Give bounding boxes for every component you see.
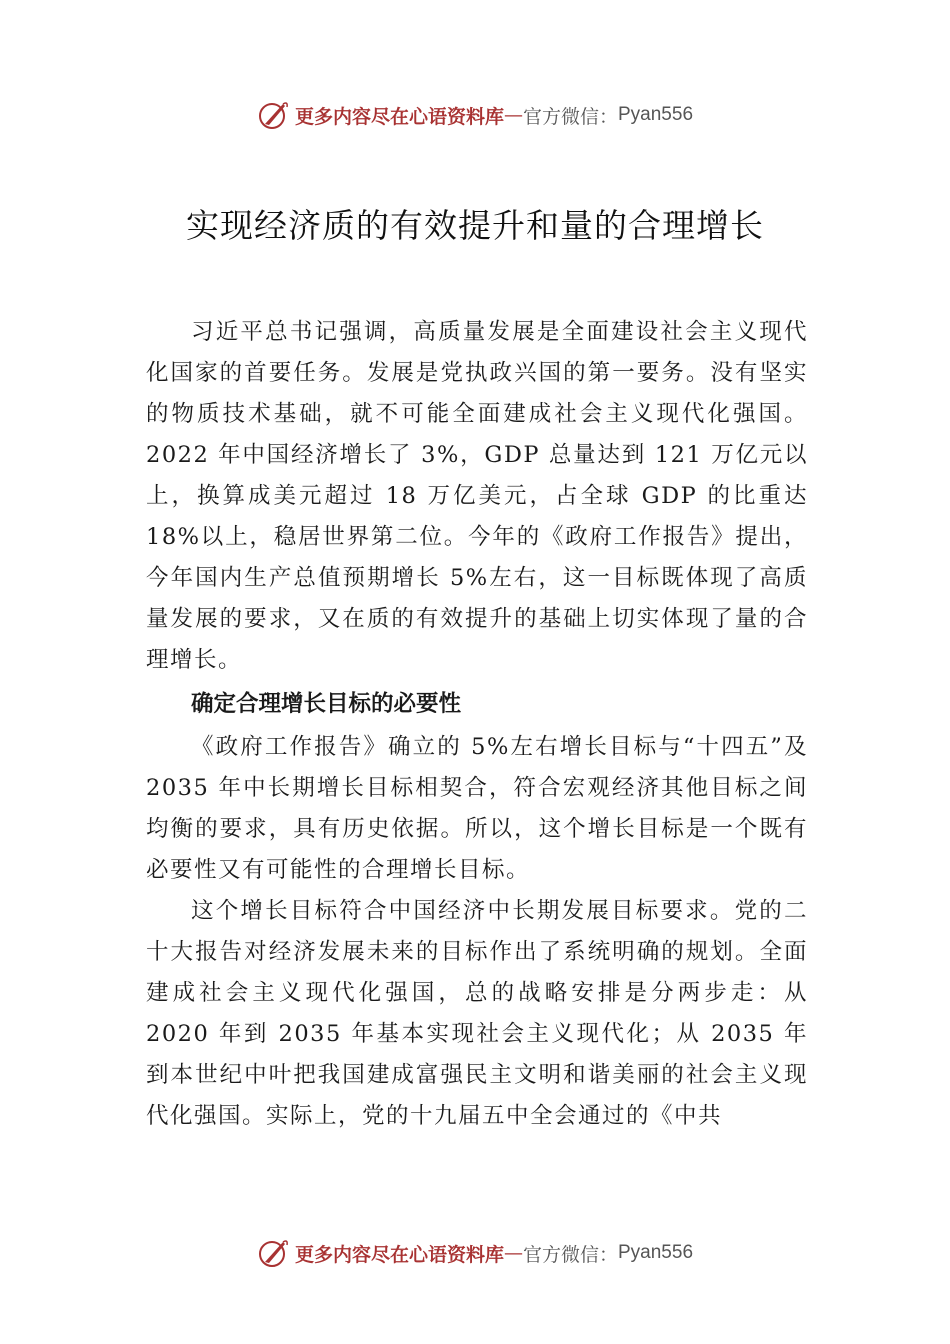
page-title: 实现经济质的有效提升和量的合理增长 bbox=[186, 206, 764, 245]
header-banner bbox=[0, 95, 950, 135]
banner-wechat-id: Pyan556 bbox=[618, 1242, 694, 1263]
banner-wechat-label: 官方微信： bbox=[522, 1243, 618, 1266]
section-paragraph: 这个增长目标符合中国经济中长期发展目标要求。党的二十大报告对经济发展未来的目标作出了系统明确的规划。全面建成社会主义现代化强国，总的战略安排是分两步走：从 2020 年到 2035 年基本实现社会主义现代化；从 2035 年到本世纪中叶把我国建成富强民主文明和谐美丽的社会主义现代化强国。实际上，党的十九届五中全会通过的《中共 bbox=[146, 898, 808, 1129]
quill-logo-icon bbox=[257, 1236, 291, 1270]
banner-main-text: 更多内容尽在心语资料库 bbox=[294, 1243, 504, 1266]
section-paragraph: 《政府工作报告》确立的 5%左右增长目标与“十四五”及 2035 年中长期增长目标相契合，符合宏观经济其他目标之间均衡的要求，具有历史依据。所以，这个增长目标是一个既有必要性又有可能性的合理增长目标。 bbox=[146, 734, 808, 883]
section-heading: 确定合理增长目标的必要性 bbox=[191, 691, 462, 717]
banner-wechat-label: 官方微信： bbox=[522, 105, 618, 128]
banner-dash: — bbox=[503, 1242, 523, 1264]
quill-logo-icon bbox=[257, 98, 291, 132]
intro-paragraph: 习近平总书记强调，高质量发展是全面建设社会主义现代化国家的首要任务。发展是党执政兴国的第一要务。没有坚实的物质技术基础，就不可能全面建成社会主义现代化强国。2022 年中国经济增长了 3%，GDP 总量达到 121 万亿元以上，换算成美元超过 18 万亿美元，占全球 GDP 的比重达 18%以上，稳居世界第二位。今年的《政府工作报告》提出，今年国内生产总值预期增长 5%左右，这一目标既体现了高质量发展的要求，又在质的有效提升的基础上切实体现了量的合理增长。 bbox=[146, 319, 808, 673]
footer-banner bbox=[0, 1233, 950, 1273]
article-body bbox=[146, 312, 808, 1137]
banner-wechat-id: Pyan556 bbox=[618, 104, 694, 125]
banner-dash: — bbox=[503, 104, 523, 126]
banner-main-text: 更多内容尽在心语资料库 bbox=[294, 105, 504, 128]
